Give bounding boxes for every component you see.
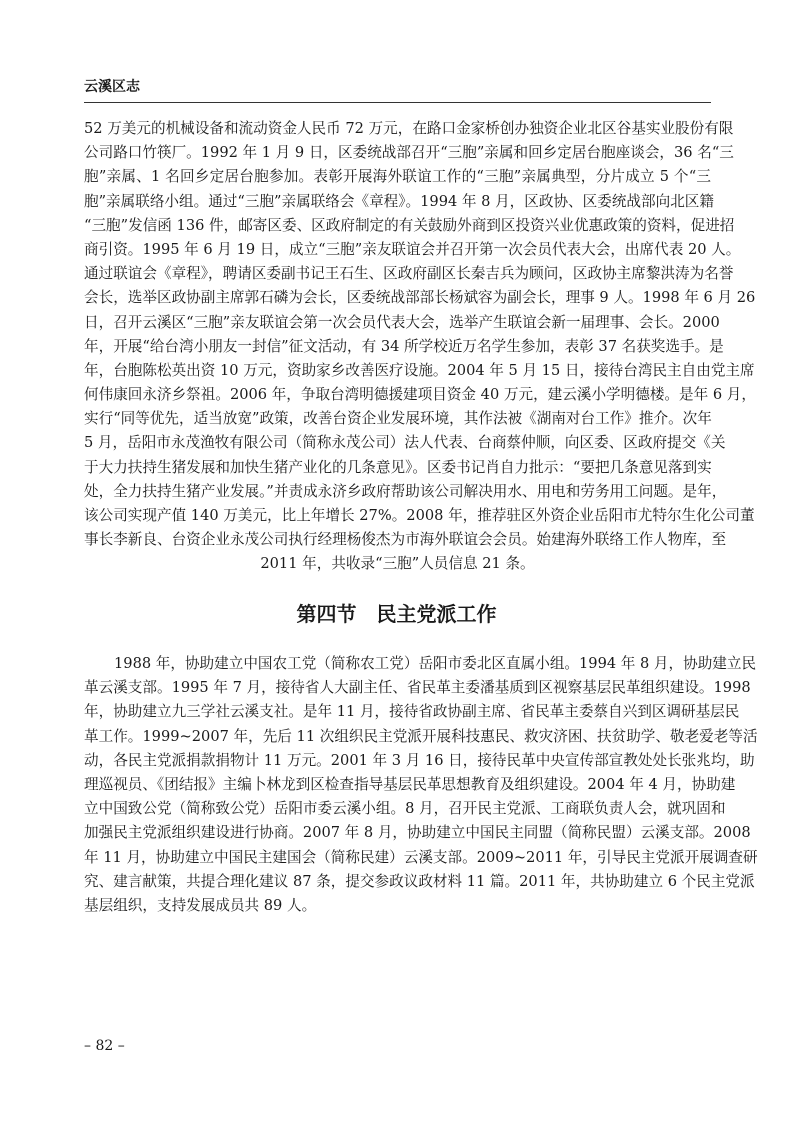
text-line: 会长，选举区政协副主席郭石磷为会长，区委统战部部长杨斌容为副会长，理事 9 人。1998 年 6 月 26 xyxy=(84,289,756,307)
text-line: 年，台胞陈松英出资 10 万元，资助家乡改善医疗设施。2004 年 5 月 15 日，接待台湾民主自由党主席 xyxy=(84,361,755,379)
text-line: 立中国致公党（简称致公党）岳阳市委云溪小组。8 月，召开民主党派、工商联负责人会，就巩固和 xyxy=(84,800,726,818)
text-line: 实行“同等优先，适当放宽”政策，改善台资企业发展环境，其作法被《湖南对台工作》推介。次年 xyxy=(84,410,712,428)
running-header: 云溪区志 xyxy=(84,79,140,95)
text-line: 52 万美元的机械设备和流动资金人民币 72 万元，在路口金家桥创办独资企业北区谷基实业股份有限 xyxy=(84,120,734,137)
text-line: 于大力扶持生猪发展和加快生猪产业化的几条意见》。区委书记肖自力批示：“要把几条意见落到实 xyxy=(84,458,712,476)
text-line: 胞”亲属、1 名回乡定居台胞参加。表彰开展海外联谊工作的“三胞”亲属典型，分片成立 5 个“三 xyxy=(84,168,711,186)
text-line: 革工作。1999~2007 年，先后 11 次组织民主党派开展科技惠民、救灾济困、扶贫助学、敬老爱老等活 xyxy=(84,727,758,745)
text-line: 公司路口竹筷厂。1992 年 1 月 9 日，区委统战部召开“三胞”亲属和回乡定居台胞座谈会，36 名“三 xyxy=(84,144,734,162)
text-line: 通过联谊会《章程》，聘请区委副书记王石生、区政府副区长秦吉兵为顾问，区政协主席黎洪涛为名誉 xyxy=(84,265,734,283)
text-line: 2011 年，共收录“三胞”人员信息 21 条。 xyxy=(260,555,535,573)
text-line: 1988 年，协助建立中国农工党（简称农工党）岳阳市委北区直属小组。1994 年 8 月，协助建立民 xyxy=(114,655,757,672)
text-line: 商引资。1995 年 6 月 19 日，成立“三胞”亲友联谊会并召开第一次会员代表大会，出席代表 20 人。 xyxy=(84,240,741,258)
text-line: 加强民主党派组织建设进行协商。2007 年 8 月，协助建立中国民主同盟（简称民盟）云溪支部。2008 xyxy=(84,824,751,842)
text-line: 年，开展“给台湾小朋友一封信”征文活动，有 34 所学校近万名学生参加，表彰 37 名获奖选手。是 xyxy=(84,337,724,355)
text-line: 日，召开云溪区“三胞”亲友联谊会第一次会员代表大会，选举产生联谊会新一届理事、会长。2000 xyxy=(84,313,720,331)
text-line: 理巡视员、《团结报》主编卜林龙到区检查指导基层民革思想教育及组织建设。2004 年 4 月，协助建 xyxy=(84,775,736,793)
text-line: 究、建言献策，共提合理化建议 87 条，提交参政议政材料 11 篇。2011 年，共协助建立 6 个民主党派 xyxy=(84,872,755,890)
text-line: 革云溪支部。1995 年 7 月，接待省人大副主任、省民革主委潘基质到区视察基层民革组织建设。1998 xyxy=(84,679,751,697)
text-line: 处，全力扶持生猪产业发展。”并责成永济乡政府帮助该公司解决用水、用电和劳务用工问题。是年， xyxy=(84,482,727,500)
text-line: 基层组织，支持发展成员共 89 人。 xyxy=(84,896,317,914)
text-line: 5 月，岳阳市永茂渔牧有限公司（简称永茂公司）法人代表、台商蔡仲顺，向区委、区政府提交《关 xyxy=(84,434,726,452)
page-number: – 82 – xyxy=(84,1038,125,1054)
section-title: 第四节 民主党派工作 xyxy=(296,602,497,626)
header-rule xyxy=(84,102,711,103)
text-line: 事长李新良、台资企业永茂公司执行经理杨俊杰为市海外联谊会会员。始建海外联络工作人物库，至 xyxy=(84,531,727,549)
text-line: 动，各民主党派捐款捐物计 11 万元。2001 年 3 月 16 日，接待民革中央宣传部宣教处处长张兆均，助 xyxy=(84,751,755,769)
text-line: “三胞”发信函 136 件，邮寄区委、区政府制定的有关鼓励外商到区投资兴业优惠政策的资料，促进招 xyxy=(84,216,735,234)
text-line: 年，协助建立九三学社云溪支社。是年 11 月，接待省政协副主席、省民革主委蔡自兴到区调研基层民 xyxy=(84,703,740,721)
text-line: 该公司实现产值 140 万美元，比上年增长 27%。2008 年，推荐驻区外资企业岳阳市尤特尔生化公司董 xyxy=(84,507,755,524)
paragraph-democratic-parties xyxy=(84,652,758,918)
text-line: 何伟康回永济乡祭祖。2006 年，争取台湾明德援建项目资金 40 万元，建云溪小学明德楼。是年 6 月， xyxy=(84,386,756,404)
paragraph-overseas-liaison xyxy=(84,117,756,577)
text-line: 胞”亲属联络小组。通过“三胞”亲属联络会《章程》。1994 年 8 月，区政协、区委统战部向北区籍 xyxy=(84,192,714,210)
text-line: 年 11 月，协助建立中国民主建国会（简称民建）云溪支部。2009~2011 年，引导民主党派开展调查研 xyxy=(84,848,758,866)
